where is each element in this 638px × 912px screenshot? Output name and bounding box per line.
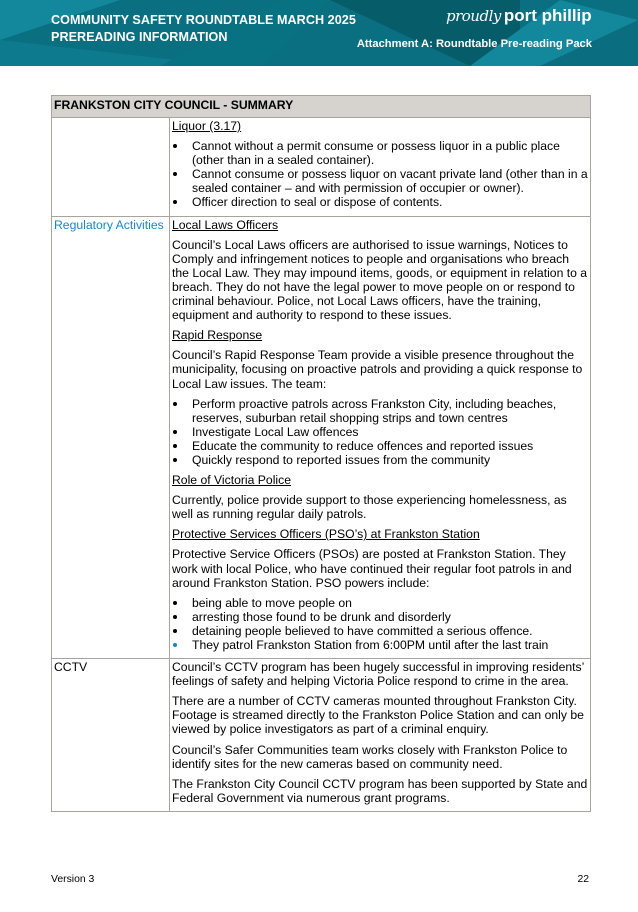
bullet-item <box>172 439 589 453</box>
summary-table <box>51 95 591 812</box>
table-body <box>52 118 591 812</box>
bullet-dot-icon <box>173 643 177 647</box>
bullet-dot-icon <box>173 444 177 448</box>
bullet-text: Perform proactive patrols across Frankston City, including beaches, reserves, suburban retail shopping strips and town centres <box>192 396 557 425</box>
section-paragraph: There are a number of CCTV cameras mounted throughout Frankston City. Footage is streamed directly to the Frankston Police Station and can only be viewed by police investigators as part of a criminal enquiry. <box>172 694 584 737</box>
bullet-item <box>172 453 589 467</box>
bullet-item <box>172 596 589 610</box>
section-paragraph: The Frankston City Council CCTV program has been supported by State and Federal Government via numerous grant programs. <box>172 776 588 805</box>
bullet-list <box>172 596 589 652</box>
bullet-text: Officer direction to seal or dispose of contents. <box>192 195 443 210</box>
bullet-dot-icon <box>173 601 177 605</box>
document-banner <box>0 0 638 66</box>
bullet-text: Cannot without a permit consume or possess liquor in a public place (other than in a sealed container). <box>192 139 560 168</box>
section-paragraph: Council’s Safer Communities team works closely with Frankston Police to identify sites for the new cameras based on community need. <box>172 742 568 771</box>
section-heading: Protective Services Officers (PSO’s) at Frankston Station <box>172 527 480 542</box>
row-content <box>170 659 591 812</box>
section-heading: Rapid Response <box>172 328 263 343</box>
table-header-row <box>52 96 591 118</box>
section-paragraph: Protective Service Officers (PSOs) are posted at Frankston Station. They work with local Police, who have continued their regular foot patrols in and around Frankston Station. PSO powers include: <box>172 547 572 590</box>
section-paragraph: Council’s CCTV program has been hugely successful in improving residents’ feelings of safety and helping Victoria Police respond to crime in the area. <box>172 660 584 689</box>
proudly-port-phillip-logo <box>446 6 596 34</box>
bullet-item <box>172 397 589 425</box>
bullet-dot-icon <box>173 615 177 619</box>
bullet-dot-icon <box>173 430 177 434</box>
bullet-text: being able to move people on <box>192 595 352 610</box>
section-paragraph: Council’s Rapid Response Team provide a visible presence throughout the municipality, focusing on proactive patrols and providing a quick response to Local Law issues. The team: <box>172 348 583 391</box>
bullet-dot-icon <box>173 144 177 148</box>
table-row <box>52 216 591 659</box>
bullet-text: Quickly respond to reported issues from the community <box>192 452 491 467</box>
bullet-item <box>172 624 589 638</box>
attachment-label: Attachment A: Roundtable Pre-reading Pack <box>356 38 592 50</box>
row-label <box>52 118 170 217</box>
bullet-text: Investigate Local Law offences <box>192 424 359 439</box>
row-label: Regulatory Activities <box>52 216 170 659</box>
title-line-1: COMMUNITY SAFETY ROUNDTABLE MARCH 2025 <box>51 13 356 27</box>
logo-brand-text: port phillip <box>503 6 592 25</box>
table-row <box>52 659 591 812</box>
bullet-dot-icon <box>173 629 177 633</box>
bullet-dot-icon <box>173 458 177 462</box>
bullet-dot-icon <box>173 200 177 204</box>
section-paragraph: Council’s Local Laws officers are authorised to issue warnings, Notices to Comply and infringement notices to people and organisations who breach the Local Law. They may impound items, goods, or equipment in relation to a breach. They do not have the legal power to move people on or respond to criminal behaviour. Police, not Local Laws officers, have the training, equipment and authority to respond to these issues. <box>172 237 588 323</box>
bullet-item <box>172 610 589 624</box>
table-header: FRANKSTON CITY COUNCIL - SUMMARY <box>52 96 591 118</box>
logo-script-text: proudly <box>446 7 501 25</box>
bullet-item <box>172 638 589 652</box>
bullet-text: detaining people believed to have committed a serious offence. <box>192 623 533 638</box>
table-row <box>52 118 591 217</box>
row-content <box>170 118 591 217</box>
bullet-item <box>172 167 589 195</box>
bullet-item <box>172 425 589 439</box>
bullet-dot-icon <box>173 402 177 406</box>
bullet-text: Cannot consume or possess liquor on vacant private land (other than in a sealed container – and with permission of occupier or owner). <box>192 167 588 196</box>
bullet-dot-icon <box>173 172 177 176</box>
row-label: CCTV <box>52 659 170 812</box>
bullet-text: arresting those found to be drunk and disorderly <box>192 609 451 624</box>
bullet-list <box>172 397 589 467</box>
section-heading: Role of Victoria Police <box>172 473 292 488</box>
bullet-item <box>172 139 589 167</box>
page-number: 22 <box>577 874 589 885</box>
version-label: Version 3 <box>51 874 95 885</box>
bullet-text: They patrol Frankston Station from 6:00PM until after the last train <box>192 638 549 652</box>
bullet-item <box>172 195 589 209</box>
document-title <box>51 12 356 46</box>
bullet-text: Educate the community to reduce offences and reported issues <box>192 438 534 453</box>
section-heading: Local Laws Officers <box>172 217 279 232</box>
section-paragraph: Currently, police provide support to those experiencing homelessness, as well as running regular daily patrols. <box>172 493 567 522</box>
section-heading: Liquor (3.17) <box>172 119 242 133</box>
row-content <box>170 216 591 659</box>
bullet-list <box>172 139 589 209</box>
title-line-2: PREREADING INFORMATION <box>51 30 228 44</box>
